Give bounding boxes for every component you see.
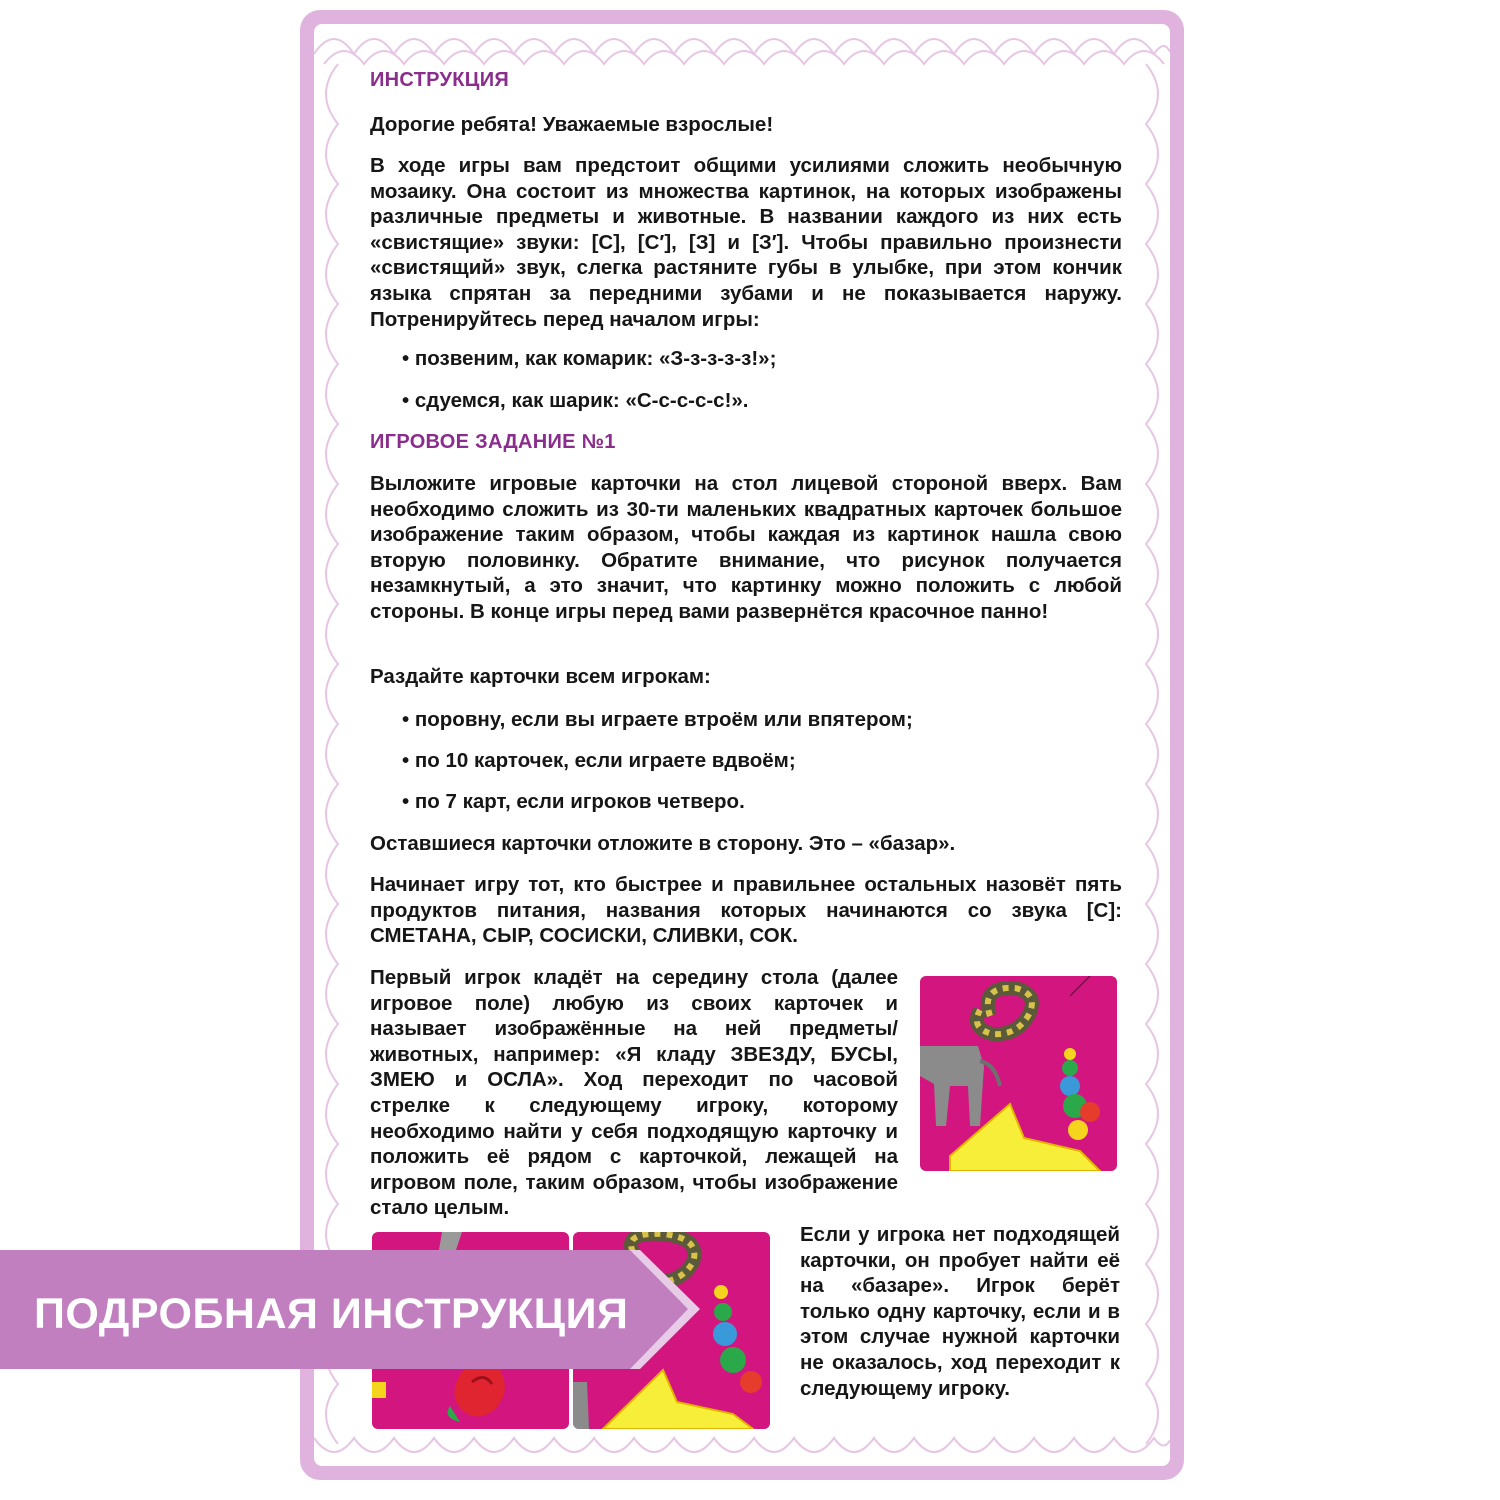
deal-rule-item: • поровну, если вы играете втроём или впятером; [402, 708, 913, 731]
task1-heading: ИГРОВОЕ ЗАДАНИЕ №1 [370, 431, 616, 453]
banner-label: ПОДРОБНАЯ ИНСТРУКЦИЯ [34, 1290, 629, 1338]
deal-rule-item: • по 10 карточек, если играете вдвоём; [402, 749, 796, 772]
no-card-paragraph: Если у игрока нет подходящей карточки, он пробует найти её на «базаре». Игрок берёт только одну карточку, если и в этом случае нужной карточки не оказалось, ход переходит к следующему игроку. [800, 1223, 1120, 1400]
move-paragraph: Первый игрок кладёт на середину стола (далее игровое поле) любую из своих карточек и называет изображённые на ней предметы/животных, например: «Я кладу ЗВЕЗДУ, БУСЫ, ЗМЕЮ и ОСЛА». Ход переходит по часовой стрелке к следующему игроку, которому необходимо найти у себя подходящую карточку и положить её рядом с карточкой, лежащей на игровом поле, таким образом, чтобы изображение стало целым. [370, 966, 898, 1220]
practice-item: • сдуемся, как шарик: «С-с-с-с-с!». [402, 389, 749, 412]
scallop-border-right [1130, 24, 1170, 1466]
example-card-image [920, 976, 1117, 1171]
scallop-border-top [314, 24, 1170, 70]
scallop-border-bottom [314, 1426, 1170, 1466]
deal-intro-text: Раздайте карточки всем игрокам: [370, 665, 711, 688]
intro-paragraph: В ходе игры вам предстоит общими усилиями сложить необычную мозаику. Она состоит из множества картинок, на которых изображены различные предметы и животные. В названии каждого из них есть «свистящие» звуки: [С], [С′], [З] и [З′]. Чтобы правильно произнести «свистящий» звук, слегка растяните губы в улыбке, при этом кончик языка спрятан за передними зубами и не показывается наружу. Потренируйтесь перед началом игры: [370, 154, 1122, 331]
setup-paragraph: Выложите игровые карточки на стол лицевой стороной вверх. Вам необходимо сложить из 30-ти маленьких квадратных карточек большое изображение таким образом, чтобы каждая из картинок нашла свою вторую половинку. Обратите внимание, что рисунок получается незамкнутый, а это значит, что картинку можно положить с любой стороны. В конце игры перед вами развернётся красочное панно! [370, 472, 1122, 623]
greeting-text: Дорогие ребята! Уважаемые взрослые! [370, 113, 774, 136]
market-text: Оставшиеся карточки отложите в сторону. Это – «базар». [370, 832, 956, 855]
practice-item: • позвеним, как комарик: «З-з-з-з-з!»; [402, 347, 777, 370]
deal-rule-item: • по 7 карт, если игроков четверо. [402, 790, 745, 813]
instruction-heading: ИНСТРУКЦИЯ [370, 69, 510, 91]
first-player-paragraph: Начинает игру тот, кто быстрее и правильнее остальных назовёт пять продуктов питания, названия которых начинаются со звука [С]: СМЕТАНА, СЫР, СОСИСКИ, СЛИВКИ, СОК. [370, 873, 1122, 948]
